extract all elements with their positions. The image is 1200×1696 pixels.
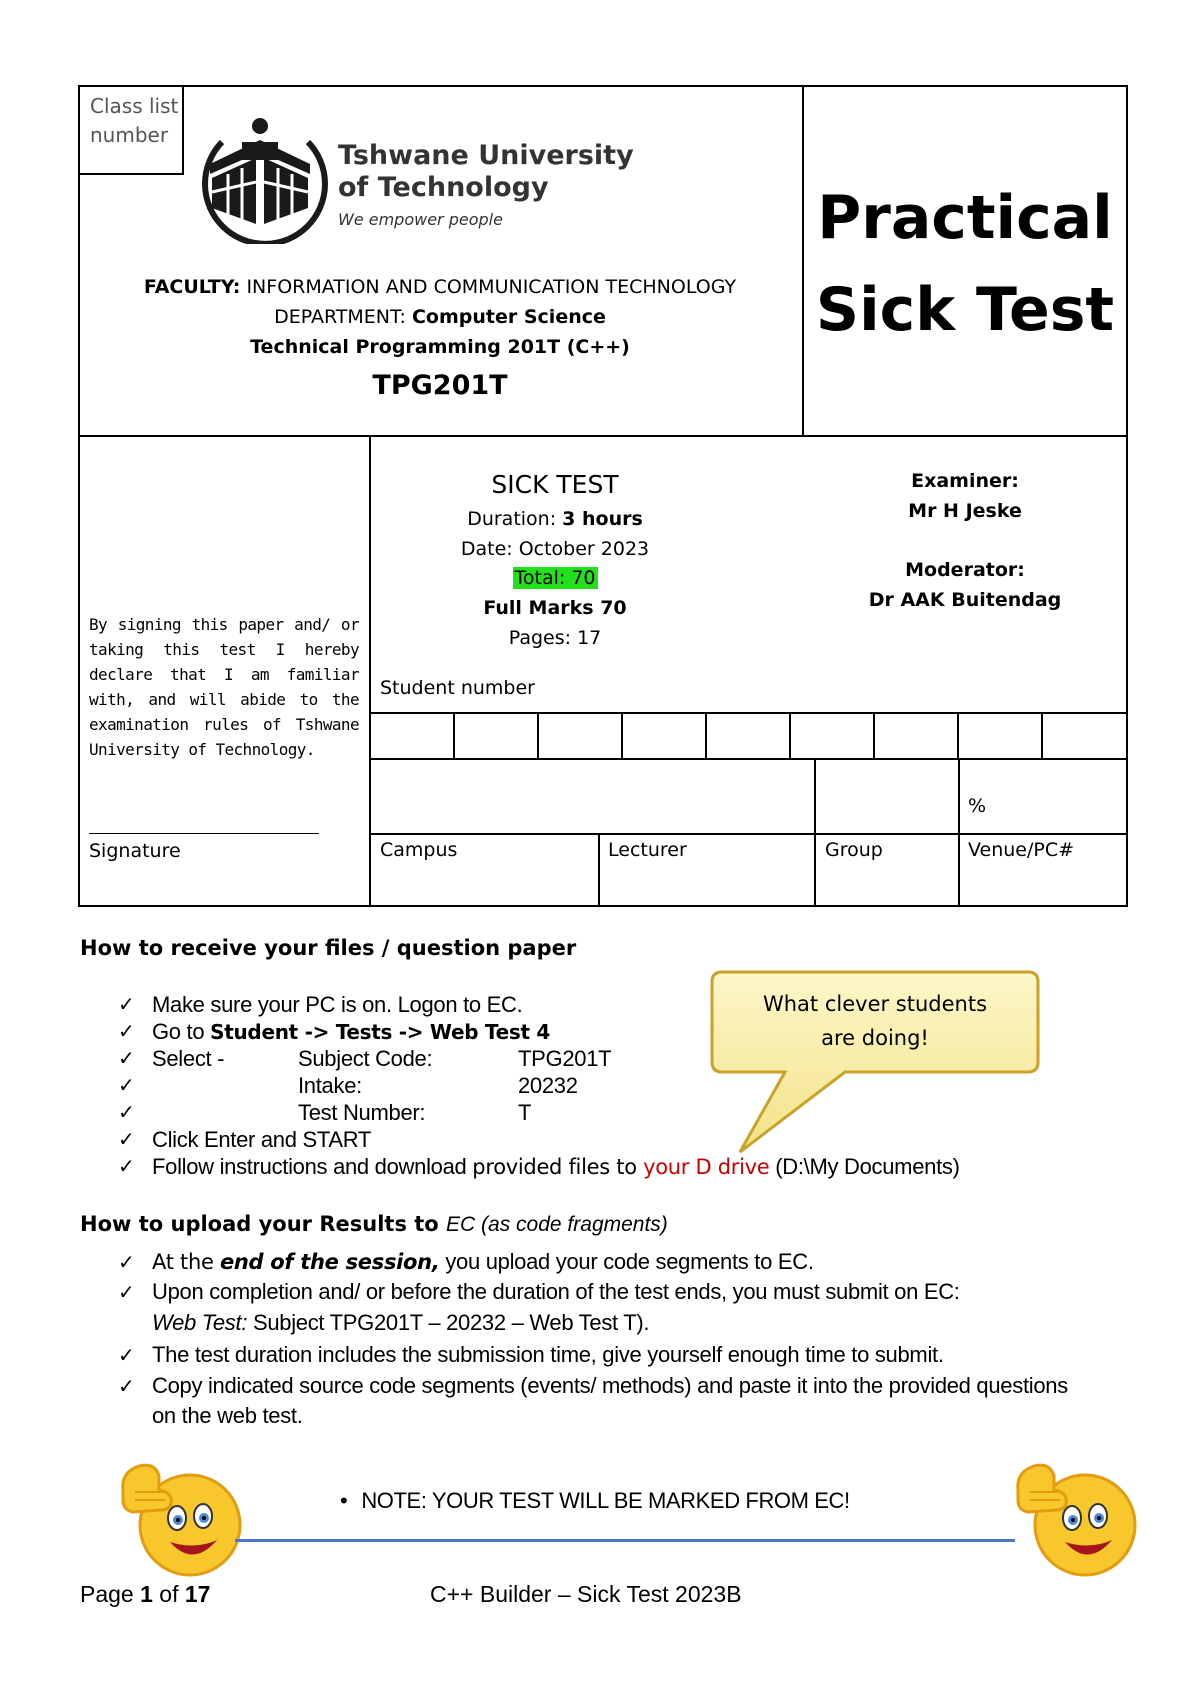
percent-row-bottom-line	[369, 833, 1128, 835]
receive-section-title: How to receive your files / question paper	[80, 936, 577, 960]
module-code: TPG201T	[372, 370, 508, 401]
percent-label: %	[968, 795, 987, 817]
signature-line	[89, 833, 319, 834]
examiner-name: Mr H Jeske	[908, 500, 1022, 522]
faculty-label: FACULTY:	[143, 276, 241, 298]
student-number-bottom-line	[369, 758, 1128, 760]
list-item: ✓ Upon completion and/ or before the duration of the test ends, you must submit on EC:	[80, 1277, 1130, 1307]
examiner-label: Examiner:	[911, 470, 1019, 492]
page-indicator: Page 1 of 17	[80, 1581, 211, 1607]
sick-test-heading: SICK TEST	[491, 470, 619, 499]
department-line	[80, 306, 800, 328]
student-number-digit-divider	[621, 712, 623, 758]
check-icon: ✓	[118, 1127, 135, 1151]
check-icon: ✓	[118, 992, 135, 1016]
tut-logo	[190, 112, 330, 244]
moderator-label: Moderator:	[905, 559, 1025, 581]
check-icon: ✓	[118, 1343, 135, 1367]
date-line: Date: October 2023	[460, 538, 650, 560]
student-number-digit-divider	[705, 712, 707, 758]
note-text: NOTE: YOUR TEST WILL BE MARKED FROM EC!	[361, 1488, 850, 1513]
total-highlight: Total: 70	[514, 567, 596, 589]
faculty-line	[80, 276, 800, 298]
note-line	[340, 1488, 850, 1514]
duration-line	[400, 508, 710, 530]
list-item: ✓ Follow instructions and download provided files to your D drive (D:\My Documents)	[118, 1154, 960, 1179]
test-title-line1: Practical	[817, 183, 1113, 253]
student-number-top-line	[369, 712, 1128, 714]
list-item: Web Test: Subject TPG201T – 20232 – Web Test T).	[152, 1310, 650, 1335]
callout-line1: What clever students	[762, 992, 988, 1016]
upload-steps-list	[80, 1247, 1130, 1431]
venue-label: Venue/PC#	[968, 839, 1075, 861]
list-item: on the web test.	[152, 1403, 303, 1428]
lecturer-label: Lecturer	[608, 839, 687, 861]
list-item: ✓ Click Enter and START	[118, 1127, 372, 1152]
check-icon: ✓	[118, 1019, 135, 1043]
student-number-digit-divider	[537, 712, 539, 758]
group-label: Group	[825, 839, 883, 861]
university-name-line2: of Technology	[338, 172, 549, 203]
check-icon: ✓	[118, 1280, 135, 1304]
note-underline	[235, 1539, 1015, 1542]
test-title-line2: Sick Test	[815, 275, 1115, 345]
upload-section-title: How to upload your Results to EC (as code fragments)	[80, 1212, 668, 1236]
thumbs-up-emoji-left	[115, 1450, 245, 1580]
department-value: Computer Science	[411, 306, 606, 328]
university-name-line1: Tshwane University	[338, 140, 634, 171]
list-item: ✓ Go to Student -> Tests -> Web Test 4	[118, 1019, 550, 1044]
list-item: ✓ Test Number: T	[118, 1100, 532, 1125]
header-divider	[802, 85, 804, 437]
student-number-digit-divider	[873, 712, 875, 758]
duration-label: Duration:	[467, 508, 563, 530]
list-item: ✓ Copy indicated source code segments (events/ methods) and paste it into the provided questions	[80, 1371, 1130, 1401]
university-tagline: We empower people	[338, 210, 503, 229]
campus-label: Campus	[380, 839, 458, 861]
list-item: ✓ Make sure your PC is on. Logon to EC.	[118, 992, 523, 1017]
duration-value: 3 hours	[562, 508, 643, 530]
list-item: ✓ At the end of the session, you upload your code segments to EC.	[80, 1247, 1130, 1277]
document-title-footer: C++ Builder – Sick Test 2023B	[430, 1581, 742, 1607]
subject-line: Technical Programming 201T (C++)	[250, 336, 630, 358]
department-label: DEPARTMENT:	[274, 306, 406, 328]
moderator-name: Dr AAK Buitendag	[868, 589, 1062, 611]
student-number-digit-divider	[789, 712, 791, 758]
list-item: ✓ The test duration includes the submission time, give yourself enough time to submit.	[80, 1339, 1130, 1371]
signature-label: Signature	[89, 840, 181, 862]
callout-line2: are doing!	[821, 1026, 929, 1050]
check-icon: ✓	[118, 1250, 135, 1274]
check-icon: ✓	[118, 1046, 135, 1070]
check-icon: ✓	[118, 1374, 135, 1398]
student-number-digit-divider	[957, 712, 959, 758]
tut-logo-emblem	[190, 112, 330, 244]
student-number-digit-divider	[453, 712, 455, 758]
student-number-label: Student number	[380, 677, 535, 699]
declaration-text: By signing this paper and/ or taking this test I hereby declare that I am familiar with, and will abide to the examination rules of Tshwane University of Technology.	[89, 615, 359, 759]
total-line	[400, 567, 710, 589]
pages-line: Pages: 17	[508, 627, 602, 649]
full-marks-line: Full Marks 70	[483, 597, 627, 619]
list-item: ✓ Select - Subject Code: TPG201T	[118, 1046, 612, 1071]
check-icon: ✓	[118, 1154, 135, 1178]
campus-lecturer-divider	[598, 833, 600, 907]
note-bullet: •	[340, 1488, 348, 1513]
class-list-label: Class list number	[90, 94, 179, 147]
faculty-value: INFORMATION AND COMMUNICATION TECHNOLOGY	[246, 276, 737, 298]
thumbs-up-emoji-right	[1010, 1450, 1140, 1580]
student-number-digit-divider	[1041, 712, 1043, 758]
check-icon: ✓	[118, 1100, 135, 1124]
info-left-divider	[369, 435, 371, 907]
list-item: ✓ Intake: 20232	[118, 1073, 578, 1098]
check-icon: ✓	[118, 1073, 135, 1097]
